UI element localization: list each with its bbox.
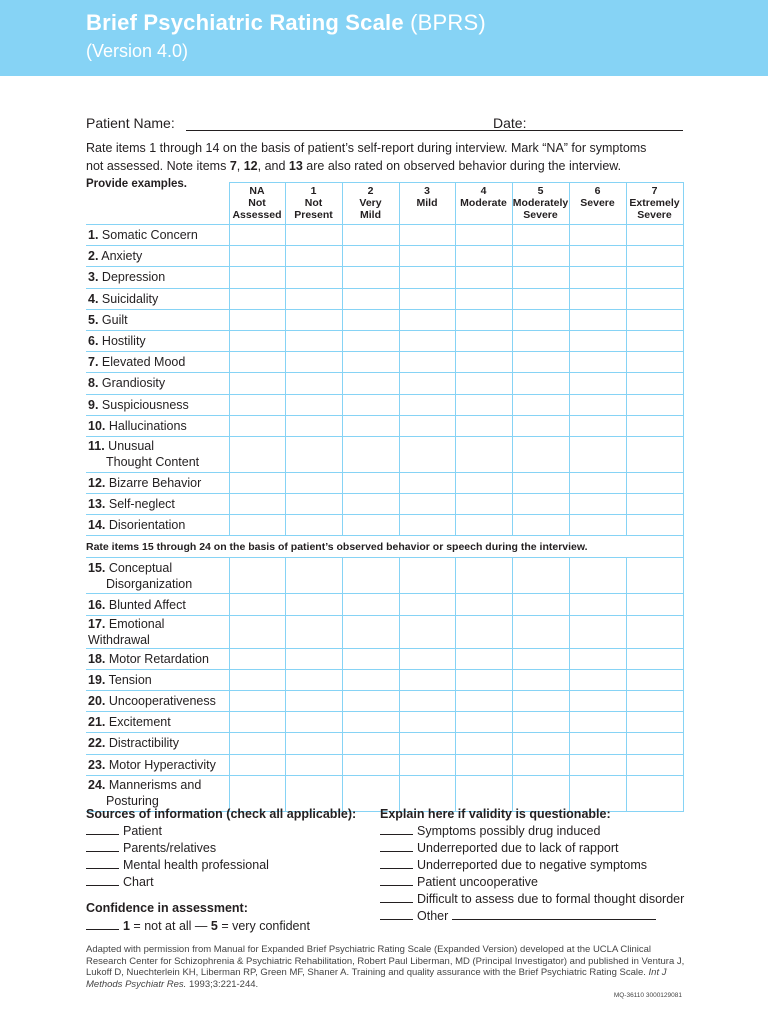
rating-cell[interactable] <box>569 415 626 436</box>
rating-column-header: 7 Extremely Severe <box>626 183 683 225</box>
rating-cell[interactable] <box>342 330 399 351</box>
rating-cell[interactable] <box>626 754 683 775</box>
checkbox-line[interactable] <box>380 909 413 920</box>
rating-cell[interactable] <box>399 712 455 733</box>
rating-cell[interactable] <box>229 415 285 436</box>
validity-option[interactable]: Symptoms possibly drug induced <box>380 823 684 840</box>
validity-section <box>380 806 684 925</box>
rating-cell[interactable] <box>455 594 512 615</box>
rating-cell[interactable] <box>342 472 399 493</box>
title-abbrev: (BPRS) <box>410 10 486 35</box>
rating-cell[interactable] <box>455 712 512 733</box>
item-label: 14. Disorientation <box>86 515 229 536</box>
item-row <box>86 594 683 615</box>
validity-option-other[interactable]: Other <box>380 908 684 925</box>
rating-cell[interactable] <box>512 594 569 615</box>
rating-cell[interactable] <box>626 309 683 330</box>
form-title <box>86 10 486 36</box>
rating-cell[interactable] <box>569 515 626 536</box>
rating-cell[interactable] <box>342 648 399 669</box>
item-row <box>86 558 683 594</box>
validity-option[interactable]: Underreported due to lack of rapport <box>380 840 684 857</box>
rating-cell[interactable] <box>399 246 455 267</box>
rating-cell[interactable] <box>626 648 683 669</box>
rating-cell[interactable] <box>512 648 569 669</box>
rating-cell[interactable] <box>399 288 455 309</box>
item-label: 5. Guilt <box>86 309 229 330</box>
checkbox-line[interactable] <box>380 892 413 903</box>
rating-cell[interactable] <box>285 267 342 288</box>
item-row <box>86 394 683 415</box>
item-row <box>86 733 683 754</box>
rating-cell[interactable] <box>626 225 683 246</box>
checkbox-line[interactable] <box>86 858 119 869</box>
confidence-section <box>86 899 310 935</box>
rating-cell[interactable] <box>626 352 683 373</box>
rating-cell[interactable] <box>569 373 626 394</box>
item-label: 24. Mannerisms and Posturing <box>86 775 229 811</box>
item-label: 9. Suspiciousness <box>86 394 229 415</box>
rating-cell[interactable] <box>342 494 399 515</box>
checkbox-line[interactable] <box>380 858 413 869</box>
rating-cell[interactable] <box>285 415 342 436</box>
rating-cell[interactable] <box>342 615 399 648</box>
rating-cell[interactable] <box>626 494 683 515</box>
rating-cell[interactable] <box>569 225 626 246</box>
checkbox-line[interactable] <box>86 841 119 852</box>
rating-cell[interactable] <box>399 472 455 493</box>
item-label: 19. Tension <box>86 669 229 690</box>
item-label: 15. Conceptual Disorganization <box>86 558 229 594</box>
item-label: 22. Distractibility <box>86 733 229 754</box>
rating-cell[interactable] <box>229 309 285 330</box>
rating-cell[interactable] <box>455 288 512 309</box>
patient-name-label: Patient Name: <box>86 115 175 131</box>
rating-cell[interactable] <box>455 330 512 351</box>
item-row <box>86 288 683 309</box>
rating-cell[interactable] <box>342 246 399 267</box>
rating-cell[interactable] <box>399 225 455 246</box>
rating-cell[interactable] <box>285 394 342 415</box>
validity-heading: Explain here if validity is questionable: <box>380 807 611 821</box>
rating-column-header: 4 Moderate <box>455 183 512 225</box>
rating-cell[interactable] <box>229 594 285 615</box>
rating-cell[interactable] <box>229 733 285 754</box>
rating-cell[interactable] <box>569 558 626 594</box>
item-row <box>86 309 683 330</box>
source-option[interactable]: Parents/relatives <box>86 840 356 857</box>
rating-cell[interactable] <box>285 373 342 394</box>
rating-cell[interactable] <box>342 754 399 775</box>
rating-cell[interactable] <box>512 309 569 330</box>
rating-cell[interactable] <box>512 733 569 754</box>
rating-cell[interactable] <box>455 225 512 246</box>
rating-cell[interactable] <box>229 225 285 246</box>
part2-instructions: Rate items 15 through 24 on the basis of patient’s observed behavior or speech during the interview. <box>86 536 683 558</box>
rating-cell[interactable] <box>512 558 569 594</box>
item-label: 10. Hallucinations <box>86 415 229 436</box>
rating-cell[interactable] <box>569 472 626 493</box>
rating-cell[interactable] <box>626 515 683 536</box>
provide-examples-label: Provide examples. <box>86 178 187 190</box>
rating-cell[interactable] <box>342 691 399 712</box>
rating-cell[interactable] <box>569 615 626 648</box>
title-bold: Brief Psychiatric Rating Scale <box>86 10 404 35</box>
rating-cell[interactable] <box>455 352 512 373</box>
rating-cell[interactable] <box>399 515 455 536</box>
rating-cell[interactable] <box>285 594 342 615</box>
item-row <box>86 691 683 712</box>
rating-cell[interactable] <box>285 309 342 330</box>
rating-cell[interactable] <box>455 515 512 536</box>
rating-cell[interactable] <box>229 472 285 493</box>
rating-cell[interactable] <box>512 515 569 536</box>
rating-cell[interactable] <box>569 648 626 669</box>
rating-column-header: 1 Not Present <box>285 183 342 225</box>
rating-cell[interactable] <box>626 394 683 415</box>
rating-cell[interactable] <box>512 246 569 267</box>
rating-cell[interactable] <box>569 352 626 373</box>
rating-cell[interactable] <box>285 733 342 754</box>
rating-cell[interactable] <box>626 373 683 394</box>
rating-cell[interactable] <box>229 615 285 648</box>
rating-cell[interactable] <box>512 669 569 690</box>
rating-cell[interactable] <box>342 594 399 615</box>
item-label: 12. Bizarre Behavior <box>86 472 229 493</box>
item-row <box>86 246 683 267</box>
rating-cell[interactable] <box>285 494 342 515</box>
item-label: 3. Depression <box>86 267 229 288</box>
rating-cell[interactable] <box>229 288 285 309</box>
rating-cell[interactable] <box>399 558 455 594</box>
rating-cell[interactable] <box>342 267 399 288</box>
rating-cell[interactable] <box>626 669 683 690</box>
validity-option[interactable]: Difficult to assess due to formal thought disorder <box>380 891 684 908</box>
rating-cell[interactable] <box>399 415 455 436</box>
rating-cell[interactable] <box>285 754 342 775</box>
rating-cell[interactable] <box>285 330 342 351</box>
rating-cell[interactable] <box>342 733 399 754</box>
rating-cell[interactable] <box>626 472 683 493</box>
item-label: 6. Hostility <box>86 330 229 351</box>
rating-cell[interactable] <box>285 225 342 246</box>
rating-cell[interactable] <box>569 712 626 733</box>
rating-cell[interactable] <box>285 558 342 594</box>
item-row <box>86 267 683 288</box>
rating-cell[interactable] <box>512 436 569 472</box>
rating-cell[interactable] <box>626 691 683 712</box>
item-row <box>86 472 683 493</box>
rating-cell[interactable] <box>512 267 569 288</box>
rating-cell[interactable] <box>512 691 569 712</box>
rating-cell[interactable] <box>285 436 342 472</box>
rating-cell[interactable] <box>229 352 285 373</box>
rating-cell[interactable] <box>512 754 569 775</box>
rating-cell[interactable] <box>626 267 683 288</box>
rating-cell[interactable] <box>455 558 512 594</box>
rating-cell[interactable] <box>512 288 569 309</box>
rating-cell[interactable] <box>569 754 626 775</box>
validity-option[interactable]: Patient uncooperative <box>380 874 684 891</box>
validity-option[interactable]: Underreported due to negative symptoms <box>380 857 684 874</box>
rating-cell[interactable] <box>512 494 569 515</box>
checkbox-line[interactable] <box>380 841 413 852</box>
checkbox-line[interactable] <box>86 824 119 835</box>
sources-heading: Sources of information (check all applicable): <box>86 807 357 821</box>
rating-cell[interactable] <box>569 309 626 330</box>
item-row <box>86 515 683 536</box>
rating-cell[interactable] <box>285 669 342 690</box>
confidence-field[interactable] <box>86 919 119 930</box>
item-label: 4. Suicidality <box>86 288 229 309</box>
item-label: 23. Motor Hyperactivity <box>86 754 229 775</box>
rating-cell[interactable] <box>626 436 683 472</box>
rating-cell[interactable] <box>399 691 455 712</box>
rating-cell[interactable] <box>569 733 626 754</box>
rating-cell[interactable] <box>399 352 455 373</box>
rating-cell[interactable] <box>229 330 285 351</box>
rating-cell[interactable] <box>229 558 285 594</box>
rating-cell[interactable] <box>455 691 512 712</box>
rating-cell[interactable] <box>512 394 569 415</box>
rating-cell[interactable] <box>342 669 399 690</box>
date-field[interactable] <box>531 130 683 131</box>
item-row <box>86 373 683 394</box>
rating-cell[interactable] <box>569 394 626 415</box>
rating-cell[interactable] <box>229 246 285 267</box>
rating-cell[interactable] <box>285 352 342 373</box>
rating-cell[interactable] <box>399 615 455 648</box>
checkbox-line[interactable] <box>380 875 413 886</box>
page-header <box>0 0 768 76</box>
rating-cell[interactable] <box>399 754 455 775</box>
rating-cell[interactable] <box>626 288 683 309</box>
sources-section <box>86 806 356 891</box>
rating-cell[interactable] <box>455 267 512 288</box>
rating-cell[interactable] <box>342 712 399 733</box>
item-label: 1. Somatic Concern <box>86 225 229 246</box>
rating-column-header: 2 Very Mild <box>342 183 399 225</box>
rating-cell[interactable] <box>569 594 626 615</box>
rating-cell[interactable] <box>512 615 569 648</box>
instructions: Rate items 1 through 14 on the basis of patient’s self-report during interview. Mark “NA” for symptoms not assessed. Note items 7, 12, and 13 are also rated on observed behavior during the interview. <box>86 141 647 173</box>
rating-grid <box>86 182 684 812</box>
rating-cell[interactable] <box>342 415 399 436</box>
rating-cell[interactable] <box>399 330 455 351</box>
rating-cell[interactable] <box>512 225 569 246</box>
rating-column-header: 3 Mild <box>399 183 455 225</box>
rating-cell[interactable] <box>626 330 683 351</box>
rating-cell[interactable] <box>512 415 569 436</box>
rating-cell[interactable] <box>399 494 455 515</box>
rating-cell[interactable] <box>342 373 399 394</box>
confidence-heading: Confidence in assessment: <box>86 901 248 915</box>
item-row <box>86 669 683 690</box>
part2-note-row <box>86 536 683 558</box>
rating-cell[interactable] <box>399 594 455 615</box>
rating-cell[interactable] <box>399 394 455 415</box>
rating-cell[interactable] <box>399 436 455 472</box>
rating-cell[interactable] <box>569 330 626 351</box>
rating-cell[interactable] <box>285 515 342 536</box>
rating-cell[interactable] <box>569 669 626 690</box>
rating-cell[interactable] <box>512 352 569 373</box>
item-row <box>86 225 683 246</box>
rating-cell[interactable] <box>455 309 512 330</box>
rating-cell[interactable] <box>399 309 455 330</box>
rating-cell[interactable] <box>455 648 512 669</box>
item-label: 18. Motor Retardation <box>86 648 229 669</box>
item-label: 11. Unusual Thought Content <box>86 436 229 472</box>
rating-cell[interactable] <box>342 288 399 309</box>
citation-footnote: Adapted with permission from Manual for Expanded Brief Psychiatric Rating Scale (Expanded Version) developed at the UCLA Clinical Research Center for Schizophrenia & Psychiatric Rehabilitation, Robert Paul Liberman, MD (Principal Investigator) and published in Ventura J, Lukoff D, Nuechterlein KH, Liberman RP, Green MF, Shaner A. Training and quality assurance with the Brief Psychiatric Rating Scale. Int J Methods Psychiatr Res. 1993;3:221-244. <box>86 944 685 990</box>
form-version: (Version 4.0) <box>86 41 189 61</box>
checkbox-line[interactable] <box>380 824 413 835</box>
rating-cell[interactable] <box>512 330 569 351</box>
rating-cell[interactable] <box>285 472 342 493</box>
form-code: MQ-36110 3000129081 <box>613 992 682 999</box>
source-option[interactable]: Mental health professional <box>86 857 356 874</box>
rating-cell[interactable] <box>569 246 626 267</box>
other-text-field[interactable] <box>452 909 656 920</box>
rating-cell[interactable] <box>342 558 399 594</box>
rating-cell[interactable] <box>455 246 512 267</box>
date-label: Date: <box>493 115 527 131</box>
rating-cell[interactable] <box>455 373 512 394</box>
rating-cell[interactable] <box>229 267 285 288</box>
rating-cell[interactable] <box>229 754 285 775</box>
item-label: 17. Emotional Withdrawal <box>86 615 229 648</box>
item-label: 2. Anxiety <box>86 246 229 267</box>
item-label: 20. Uncooperativeness <box>86 691 229 712</box>
rating-cell[interactable] <box>342 225 399 246</box>
rating-cell[interactable] <box>342 436 399 472</box>
rating-cell[interactable] <box>626 594 683 615</box>
rating-cell[interactable] <box>342 394 399 415</box>
rating-cell[interactable] <box>455 669 512 690</box>
rating-cell[interactable] <box>626 246 683 267</box>
rating-cell[interactable] <box>229 394 285 415</box>
rating-cell[interactable] <box>512 712 569 733</box>
rating-cell[interactable] <box>229 515 285 536</box>
rating-column-header: NA Not Assessed <box>229 183 285 225</box>
item-label: 7. Elevated Mood <box>86 352 229 373</box>
confidence-scale[interactable]: 1 = not at all — 5 = very confident <box>86 917 310 935</box>
rating-cell[interactable] <box>229 691 285 712</box>
item-label: 16. Blunted Affect <box>86 594 229 615</box>
rating-cell[interactable] <box>342 309 399 330</box>
rating-cell[interactable] <box>512 373 569 394</box>
checkbox-line[interactable] <box>86 875 119 886</box>
item-row <box>86 330 683 351</box>
rating-cell[interactable] <box>626 615 683 648</box>
rating-cell[interactable] <box>455 733 512 754</box>
rating-cell[interactable] <box>455 754 512 775</box>
rating-column-header: 5 Moderately Severe <box>512 183 569 225</box>
rating-cell[interactable] <box>626 712 683 733</box>
rating-column-header: 6 Severe <box>569 183 626 225</box>
rating-cell[interactable] <box>342 515 399 536</box>
rating-cell[interactable] <box>399 669 455 690</box>
rating-cell[interactable] <box>569 288 626 309</box>
rating-cell[interactable] <box>229 373 285 394</box>
rating-cell[interactable] <box>285 246 342 267</box>
item-row <box>86 352 683 373</box>
item-label: 8. Grandiosity <box>86 373 229 394</box>
rating-cell[interactable] <box>229 648 285 669</box>
rating-cell[interactable] <box>455 394 512 415</box>
patient-row <box>86 113 683 133</box>
rating-cell[interactable] <box>399 267 455 288</box>
rating-cell[interactable] <box>285 615 342 648</box>
item-row <box>86 436 683 472</box>
rating-cell[interactable] <box>569 691 626 712</box>
rating-cell[interactable] <box>399 373 455 394</box>
rating-cell[interactable] <box>229 494 285 515</box>
item-row <box>86 615 683 648</box>
header-blank <box>86 183 229 225</box>
rating-cell[interactable] <box>626 733 683 754</box>
rating-cell[interactable] <box>399 733 455 754</box>
rating-cell[interactable] <box>285 648 342 669</box>
rating-cell[interactable] <box>455 615 512 648</box>
item-row <box>86 494 683 515</box>
rating-cell[interactable] <box>229 669 285 690</box>
item-label: 13. Self-neglect <box>86 494 229 515</box>
rating-cell[interactable] <box>569 494 626 515</box>
source-option[interactable]: Patient <box>86 823 356 840</box>
rating-cell[interactable] <box>455 494 512 515</box>
rating-cell[interactable] <box>569 267 626 288</box>
rating-cell[interactable] <box>512 472 569 493</box>
item-row <box>86 648 683 669</box>
item-label: 21. Excitement <box>86 712 229 733</box>
item-row <box>86 415 683 436</box>
rating-cell[interactable] <box>455 472 512 493</box>
source-option[interactable]: Chart <box>86 874 356 891</box>
rating-cell[interactable] <box>455 415 512 436</box>
rating-cell[interactable] <box>285 288 342 309</box>
rating-cell[interactable] <box>626 558 683 594</box>
rating-cell[interactable] <box>626 415 683 436</box>
rating-cell[interactable] <box>285 712 342 733</box>
rating-cell[interactable] <box>455 436 512 472</box>
rating-cell[interactable] <box>229 436 285 472</box>
rating-cell[interactable] <box>569 436 626 472</box>
rating-header-row <box>86 183 683 225</box>
item-row <box>86 754 683 775</box>
item-row <box>86 712 683 733</box>
rating-cell[interactable] <box>229 712 285 733</box>
rating-cell[interactable] <box>342 352 399 373</box>
rating-cell[interactable] <box>399 648 455 669</box>
rating-cell[interactable] <box>285 691 342 712</box>
